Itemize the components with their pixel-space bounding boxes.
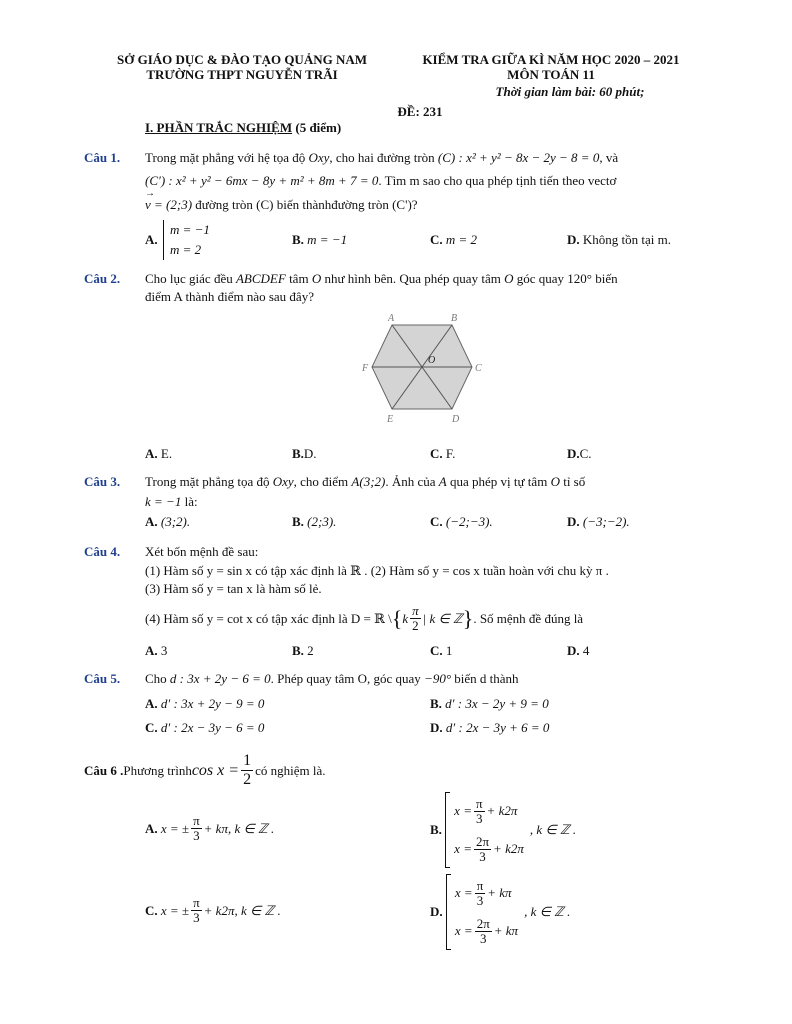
row-fraction: [474, 835, 491, 864]
q5-optC-label: C.: [145, 720, 158, 735]
q4-s4-k: k: [402, 610, 409, 626]
q4-optB[interactable]: [292, 643, 314, 659]
q3-optC-text: (−2;−3).: [445, 514, 493, 529]
q3-optA-text: (3;2).: [160, 514, 191, 529]
q5-optB[interactable]: [430, 696, 549, 712]
q4-s4-text: . Số mệnh đề đúng là: [473, 610, 584, 626]
q1-oxy: Oxy: [308, 150, 330, 165]
q3-optD[interactable]: [567, 514, 630, 530]
q6-line: [84, 752, 325, 789]
q2-text: tâm: [285, 271, 312, 286]
q1-label: Câu 1.: [84, 150, 121, 165]
q3-optB[interactable]: [292, 514, 336, 530]
row-fraction: [474, 797, 485, 826]
q3-optD-text: (−3;−2).: [582, 514, 630, 529]
q2-optC-label: C.: [430, 446, 443, 461]
q1-optB-text: m = −1: [307, 232, 348, 247]
q6-optC-fraction: [191, 896, 202, 925]
fraction-numerator: π: [475, 795, 483, 811]
hexagon-figure: [358, 308, 498, 428]
q3-ratio: k = −1: [145, 494, 182, 509]
q3-optC[interactable]: [430, 514, 493, 530]
q4-optB-label: B.: [292, 643, 304, 658]
q3-text: , cho điểm: [293, 474, 352, 489]
q5-text: Cho: [145, 671, 170, 686]
q1-line3: [145, 188, 418, 213]
q3-text: tỉ số: [559, 474, 586, 489]
q6-optC[interactable]: [145, 896, 281, 925]
q4-optD[interactable]: [567, 643, 589, 659]
fraction-numerator: 1: [243, 752, 252, 769]
row-post: + k2π: [486, 803, 518, 818]
q1-line1: [145, 150, 618, 166]
q4-optC-text: 1: [442, 643, 453, 658]
row-post: + kπ: [487, 885, 512, 900]
fraction-denominator: 3: [479, 930, 487, 946]
fraction-numerator: π: [476, 877, 484, 893]
q5-optB-text: d′ : 3x − 2y + 9 = 0: [445, 696, 549, 711]
q6-text: Phương trình: [123, 762, 192, 778]
row-fraction: [475, 879, 486, 908]
q2-center: O: [311, 271, 322, 286]
row-pre: x =: [454, 923, 473, 938]
row-pre: x =: [454, 841, 472, 856]
q1-text: , cho hai đường tròn: [329, 150, 438, 165]
q3-text: Trong mặt phẳng tọa độ: [145, 474, 273, 489]
q4-optA[interactable]: [145, 643, 167, 659]
q5-text: biến d thành: [451, 671, 519, 686]
fraction-numerator: 2π: [475, 833, 490, 849]
q5-optA-label: A.: [145, 696, 158, 711]
q1-optD[interactable]: [567, 232, 671, 248]
q5-optA[interactable]: [145, 696, 264, 712]
q6-cos: cos x =: [191, 761, 240, 779]
q4-s4-tail: | k ∈ ℤ: [422, 610, 463, 626]
q3-optA[interactable]: [145, 514, 190, 530]
q3-point-a: A: [438, 474, 447, 489]
q6-optB-row1: [454, 792, 524, 830]
vector-arrow-icon: →: [145, 188, 155, 199]
q3-optD-label: D.: [567, 514, 580, 529]
q4-statement-3: (3) Hàm số y = tan x là hàm số lẻ.: [145, 581, 322, 596]
fraction-numerator: π: [193, 813, 200, 828]
vertex-b-label: B: [451, 313, 458, 324]
q3-line1: [145, 474, 585, 490]
q6-optD-label: D.: [430, 904, 443, 919]
q4-intro: Xét bốn mệnh đề sau:: [145, 544, 259, 559]
q3-label: Câu 3.: [84, 474, 121, 489]
fraction-denominator: 3: [479, 848, 486, 864]
q3-line2: [145, 494, 198, 510]
q3-text: . Ảnh của: [385, 474, 439, 489]
exam-duration: Thời gian làm bài: 60 phút;: [495, 84, 645, 99]
q6-optD-row2: [455, 912, 518, 950]
q5-text: . Phép quay tâm O, góc quay: [270, 671, 425, 686]
q3-optB-text: (2;3).: [307, 514, 337, 529]
vertex-c-label: C: [475, 363, 482, 374]
q6-optA-label: A.: [145, 820, 158, 836]
q2-text: góc quay 120° biến: [513, 271, 618, 286]
q6-optB-label: B.: [430, 822, 442, 837]
q1-optB-label: B.: [292, 232, 304, 247]
q1-optD-label: D.: [567, 232, 580, 247]
q2-optB[interactable]: [292, 446, 317, 462]
q4-optC-label: C.: [430, 643, 443, 658]
q2-optD-label: D.: [567, 446, 580, 461]
q1-optA-row1: m = −1: [170, 222, 210, 237]
brace-close-icon: }: [462, 605, 474, 631]
row-fraction: [475, 917, 492, 946]
q2-optA[interactable]: [145, 446, 172, 462]
q6-optB-tail: , k ∈ ℤ .: [529, 822, 577, 837]
q1-optA-label[interactable]: A.: [145, 232, 158, 247]
q4-optD-label: D.: [567, 643, 580, 658]
q3-optC-label: C.: [430, 514, 443, 529]
section-title: [145, 120, 341, 136]
brace-open-icon: {: [391, 605, 403, 631]
q6-text: có nghiệm là.: [255, 762, 326, 778]
q6-optB-row2: [454, 830, 524, 868]
q1-line2: [145, 173, 616, 189]
q2-optA-text: E.: [157, 446, 173, 461]
fraction-denominator: 3: [193, 828, 200, 843]
q2-text: như hình bên. Qua phép quay tâm: [321, 271, 505, 286]
q2-line2: điểm A thành điểm nào sau đây?: [145, 289, 314, 304]
q1-text: . Tìm m sao cho qua phép tịnh tiến theo vectơ: [378, 173, 617, 188]
q1-optC[interactable]: [430, 232, 477, 248]
q4-optB-text: 2: [303, 643, 314, 658]
row-pre: x =: [454, 803, 472, 818]
q2-optA-label: A.: [145, 446, 158, 461]
q1-optD-text: Không tồn tại m.: [582, 232, 671, 247]
q6-optB[interactable]: [430, 792, 576, 868]
q5-optC-text: d′ : 2x − 3y − 6 = 0: [160, 720, 265, 735]
q3-center: O: [550, 474, 560, 489]
q4-s4-fraction: [410, 604, 421, 633]
q1-vector: [145, 188, 195, 212]
q3-oxy: Oxy: [272, 474, 294, 489]
q2-center: O: [504, 271, 514, 286]
q6-optD[interactable]: [430, 874, 570, 950]
q6-optA-post: + kπ, k ∈ ℤ .: [203, 820, 275, 836]
q6-optC-label: C.: [145, 902, 158, 918]
q5-optD[interactable]: [430, 720, 549, 736]
q6-optD-row1: [455, 874, 518, 912]
q1-optC-text: m = 2: [445, 232, 478, 247]
q3-text: qua phép vị tự tâm: [446, 474, 551, 489]
q6-optB-rows: [450, 792, 524, 868]
q2-optD-text: C.: [579, 446, 592, 461]
q6-optA-pre: x = ±: [160, 820, 190, 836]
q6-label: Câu 6 .: [84, 762, 124, 778]
q4-label: Câu 4.: [84, 544, 121, 559]
row-pre: x =: [454, 885, 473, 900]
fraction-denominator: 3: [476, 810, 483, 826]
q4-optA-text: 3: [157, 643, 168, 658]
section-title-text: I. PHẦN TRẮC NGHIỆM: [145, 120, 293, 135]
q5-label: Câu 5.: [84, 671, 121, 686]
exam-code: ĐỀ: 231: [397, 104, 443, 119]
row-post: + kπ: [493, 923, 519, 938]
fraction-numerator: 2π: [476, 915, 490, 931]
q3-text: là:: [181, 494, 198, 509]
q2-optD[interactable]: [567, 446, 592, 462]
fraction-denominator: 3: [476, 892, 484, 908]
q1-text: , và: [599, 150, 619, 165]
school-name: TRƯỜNG THPT NGUYỄN TRÃI: [146, 67, 338, 82]
q3-optB-label: B.: [292, 514, 304, 529]
q5-optC[interactable]: [145, 720, 264, 736]
q5-angle: −90°: [424, 671, 452, 686]
q4-s4-text: (4) Hàm số y = cot x có tập xác định là D = ℝ \: [145, 610, 392, 626]
q5-line: [145, 671, 519, 687]
q1-optA-row2: m = 2: [170, 242, 202, 257]
vertex-f-label: F: [362, 363, 369, 374]
subject: MÔN TOÁN 11: [507, 67, 595, 82]
fraction-denominator: 3: [193, 910, 200, 925]
q6-optA-fraction: [191, 814, 202, 843]
q2-optB-text: D.: [303, 446, 317, 461]
q2-line1: [145, 271, 618, 287]
q3-optA-label: A.: [145, 514, 158, 529]
exam-title: KIỂM TRA GIỮA KÌ NĂM HỌC 2020 – 2021: [422, 52, 680, 67]
q1-equation-c2: (C′) : x² + y² − 6mx − 8y + m² + 8m + 7 = 0: [145, 173, 379, 188]
q6-fraction: [241, 752, 253, 789]
q6-optC-pre: x = ±: [160, 902, 190, 918]
section-points: (5 điểm): [292, 120, 342, 135]
vertex-d-label: D: [452, 414, 460, 425]
vertex-a-label: A: [388, 313, 395, 324]
fraction-denominator: 2: [412, 618, 419, 633]
q6-optD-system: [446, 874, 518, 950]
q2-text: Cho lục giác đều: [145, 271, 236, 286]
q6-optD-tail: , k ∈ ℤ .: [524, 904, 571, 919]
q5-optA-text: d′ : 3x + 2y − 9 = 0: [160, 696, 265, 711]
q6-optD-rows: [451, 874, 518, 950]
q6-optC-post: + k2π, k ∈ ℤ .: [203, 902, 281, 918]
q1-equation-c: (C) : x² + y² − 8x − 2y − 8 = 0: [437, 150, 600, 165]
fraction-numerator: π: [412, 603, 419, 618]
q5-line-d: d : 3x + 2y − 6 = 0: [169, 671, 271, 686]
q1-optC-label: C.: [430, 232, 443, 247]
fraction-denominator: 2: [243, 771, 252, 788]
q6-optB-system: [445, 792, 524, 868]
q4-optD-text: 4: [579, 643, 590, 658]
q1-text: Trong mặt phẳng với hệ tọa độ: [145, 150, 309, 165]
vertex-e-label: E: [387, 414, 394, 425]
center-o-label: O: [428, 355, 436, 366]
q2-optC[interactable]: [430, 446, 455, 462]
q2-optC-text: F.: [442, 446, 456, 461]
q1-optB[interactable]: [292, 232, 347, 248]
q5-optB-label: B.: [430, 696, 442, 711]
q5-optD-text: d′ : 2x − 3y + 6 = 0: [445, 720, 550, 735]
q3-point: A(3;2): [351, 474, 386, 489]
row-post: + k2π: [493, 841, 524, 856]
q4-optC[interactable]: [430, 643, 452, 659]
fraction-numerator: π: [193, 895, 200, 910]
q2-hexagon-name: ABCDEF: [235, 271, 286, 286]
q5-optD-label: D.: [430, 720, 443, 735]
q2-optB-label: B.: [292, 446, 304, 461]
q1-optA-system[interactable]: [163, 220, 210, 260]
q6-optA[interactable]: [145, 814, 274, 843]
q2-label: Câu 2.: [84, 271, 121, 286]
q4-optA-label: A.: [145, 643, 158, 658]
school-dept: SỞ GIÁO DỤC & ĐÀO TẠO QUẢNG NAM: [116, 52, 367, 67]
q1-vector-text: v = (2;3): [145, 197, 193, 212]
q1-text: đường tròn (C) biến thànhđường tròn (C')?: [195, 197, 418, 212]
q4-statement-4: [145, 604, 583, 633]
q4-statement-1-2: (1) Hàm số y = sin x có tập xác định là ℝ . (2) Hàm số y = cos x tuần hoàn với chu kỳ π .: [145, 563, 609, 578]
